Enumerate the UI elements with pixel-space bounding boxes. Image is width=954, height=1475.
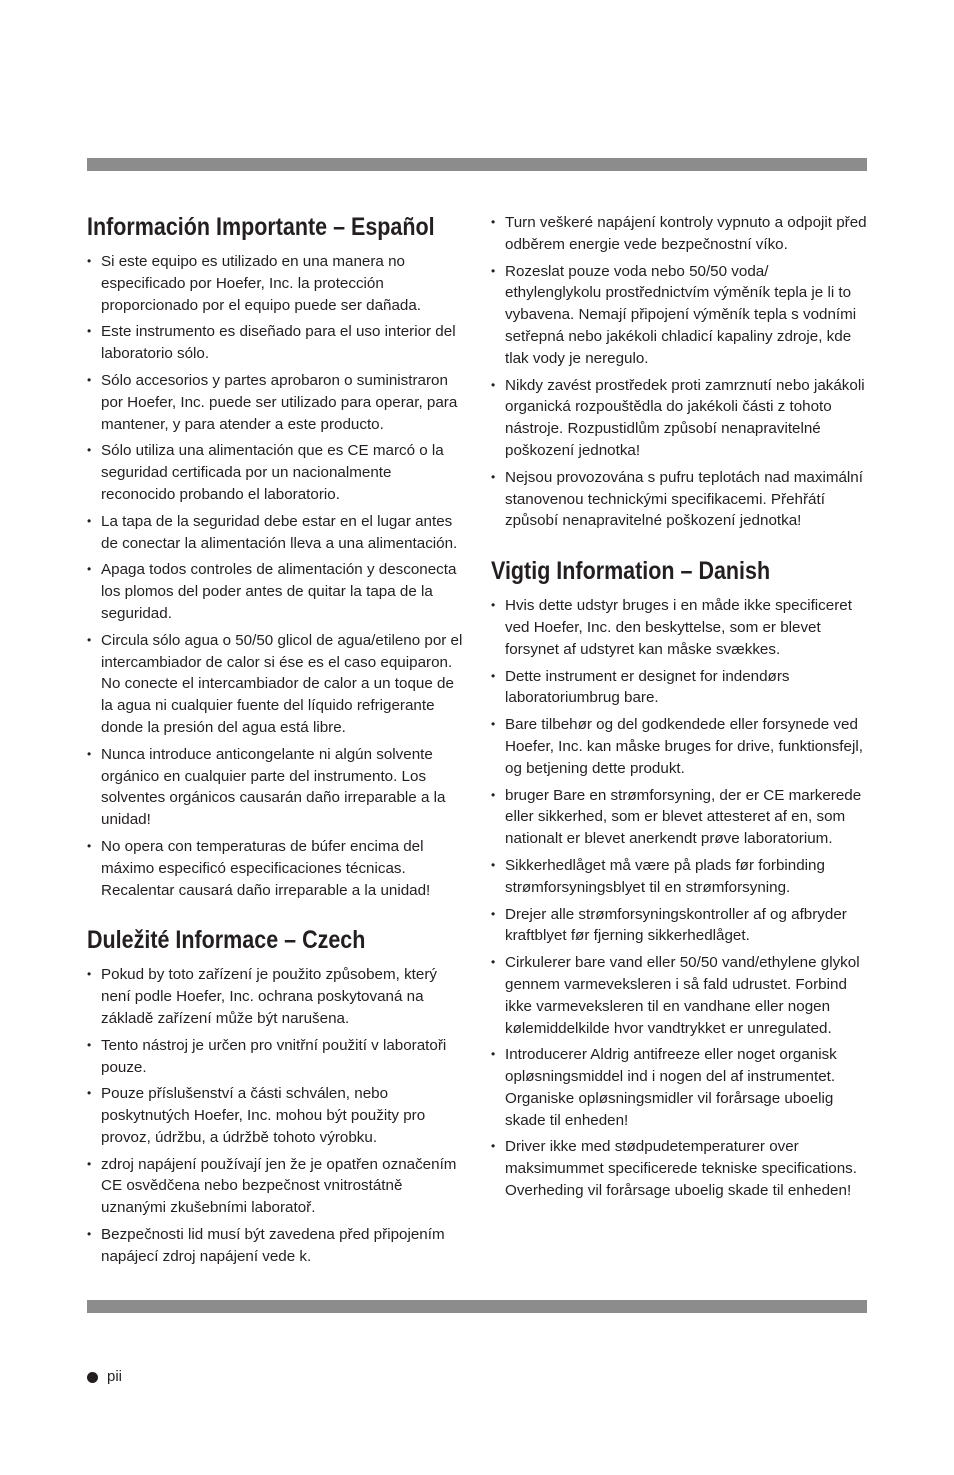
list-item: • Dette instrument er designet for indendørs laboratoriumbrug bare.	[491, 667, 790, 707]
list-item: • Hvis dette udstyr bruges i en måde ikke specificeret ved Hoefer, Inc. den beskyttelse, som er blevet forsynet af udstyret kan måske svækkes.	[491, 597, 852, 658]
section-spanish	[87, 212, 463, 901]
list-item: • Bezpečnosti lid musí být zavedena před připojením napájecí zdroj napájení vede k.	[87, 1226, 445, 1265]
bullet-icon: •	[491, 955, 496, 970]
bullet-icon: •	[491, 215, 496, 229]
bullet-icon: •	[491, 1139, 496, 1154]
bottom-rule	[87, 1300, 867, 1313]
bullet-icon: •	[87, 443, 92, 458]
bullet-icon: •	[87, 372, 92, 387]
list-item: • Turn veškeré napájení kontroly vypnuto a odpojit před odběrem energie vede bezpečnostní víko.	[491, 214, 867, 253]
section-heading: Duležité Informace – Czech	[87, 926, 366, 955]
bullet-icon: •	[87, 1037, 92, 1052]
list-item: • Si este equipo es utilizado en una manera no especificado por Hoefer, Inc. la protección proporcionado por el equipo puede ser dañada.	[87, 253, 422, 314]
section-heading: Vigtig Information – Danish	[491, 557, 771, 586]
list-item: • Apaga todos controles de alimentación y desconecta los plomos del poder antes de quitar la tapa de la seguridad.	[87, 561, 457, 622]
list-item: • Cirkulerer bare vand eller 50/50 vand/ethylene glykol gennem varmeveksleren i så fald udrustet. Forbind ikke varmeveksleren til en vandhane eller nogen kølemiddelkilde hvor vandtrykket er unregulated.	[491, 954, 860, 1037]
bullet-icon: •	[87, 838, 92, 853]
bullet-icon: •	[491, 787, 496, 802]
list-item: • Este instrumento es diseñado para el uso interior del laboratorio sólo.	[87, 323, 456, 363]
list-item: • Sólo utiliza una alimentación que es CE marcó o la seguridad certificada por un nacionalmente reconocido probando el laboratorio.	[87, 442, 444, 503]
bullet-icon: •	[87, 1227, 92, 1242]
right-column	[491, 212, 867, 1207]
list-item: • Introducerer Aldrig antifreeze eller noget organisk opløsningsmiddel ind i nogen del af instrumentet. Organiske opløsningsmidler vil forårsage uboelig skade til enheden!	[491, 1046, 837, 1129]
bullet-icon: •	[491, 598, 496, 613]
left-column	[87, 212, 463, 1273]
bullet-list	[87, 251, 463, 901]
list-item: • Rozeslat pouze voda nebo 50/50 voda/ ethylenglykolu prostřednictvím výměník tepla je li to vybavena. Nemají připojení výměník tepla s vodními setřepná nebo jakékoli chladicí kapaliny zdroje, kde tlak vody je neregulo.	[491, 262, 857, 367]
section-czech	[87, 925, 463, 1267]
page-bullet-icon	[87, 1372, 98, 1383]
list-item: • Nejsou provozována s pufru teplotách nad maximální stanovenou technickými specifikacemi. Přehřátí způsobí nenapravitelné poškození jednotka!	[491, 468, 863, 530]
bullet-icon: •	[87, 967, 92, 982]
list-item: • Drejer alle strømforsyningskontroller af og afbryder kraftblyet før fjerning sikkerhedlåget.	[491, 905, 847, 945]
section-danish	[491, 556, 867, 1202]
bullet-list	[491, 212, 867, 532]
top-rule	[87, 158, 867, 171]
list-item: • No opera con temperaturas de búfer encima del máximo especificó especificaciones técnicas. Recalentar causará daño irreparable a la unidad!	[87, 837, 431, 899]
list-item: • Sólo accesorios y partes aprobaron o suministraron por Hoefer, Inc. puede ser utilizado para operar, para mantener, y para atender a este producto.	[87, 371, 458, 433]
list-item: • bruger Bare en strømforsyning, der er CE markerede eller sikkerhed, som er blevet attesteret af en, som nationalt er blevet anerkendt prøve laboratorium.	[491, 786, 862, 848]
bullet-icon: •	[491, 717, 496, 732]
bullet-icon: •	[491, 668, 496, 683]
bullet-icon: •	[87, 632, 92, 647]
bullet-icon: •	[491, 1047, 496, 1062]
bullet-icon: •	[491, 469, 496, 484]
bullet-icon: •	[491, 857, 496, 872]
list-item: • Tento nástroj je určen pro vnitřní použití v laboratoři pouze.	[87, 1036, 447, 1076]
page-footer	[87, 1366, 122, 1388]
section-heading: Información Importante – Español	[87, 213, 435, 241]
list-item: • Pokud by toto zařízení je použito způsobem, který není podle Hoefer, Inc. ochrana poskytovaná na základě zařízení může být narušena.	[87, 966, 437, 1027]
list-item: • Circula sólo agua o 50/50 glicol de agua/etileno por el intercambiador de calor si ése es el caso equiparon. No conecte el intercambiador de calor a un toque de la agua ni cualquier fuente del líquido refrigerante donde la presión del agua está libre.	[87, 631, 463, 736]
bullet-icon: •	[87, 1086, 92, 1101]
bullet-list	[491, 595, 867, 1202]
bullet-icon: •	[87, 513, 92, 528]
bullet-icon: •	[87, 562, 92, 577]
bullet-icon: •	[87, 746, 92, 761]
bullet-icon: •	[491, 906, 496, 921]
bullet-icon: •	[87, 254, 92, 268]
bullet-icon: •	[87, 1156, 92, 1171]
list-item: • Nunca introduce anticongelante ni algún solvente orgánico en cualquier parte del instrumento. Los solventes orgánicos causarán daño irreparable a la unidad!	[87, 745, 446, 829]
list-item: • Sikkerhedlåget må være på plads før forbinding strømforsyningsblyet til en strømforsyning.	[491, 856, 825, 896]
bullet-list	[87, 964, 463, 1267]
bullet-icon: •	[491, 377, 496, 392]
page-number: pii	[107, 1368, 123, 1385]
list-item: • La tapa de la seguridad debe estar en el lugar antes de conectar la alimentación lleva a una alimentación.	[87, 512, 458, 552]
list-item: • Nikdy zavést prostředek proti zamrznutí nebo jakákoli organická rozpouštědla do jakékoli části z tohoto nástroje. Rozpustidlům způsobí nenapravitelné poškození jednotka!	[491, 376, 865, 459]
bullet-icon: •	[491, 263, 496, 278]
bullet-icon: •	[87, 324, 92, 339]
list-item: • Bare tilbehør og del godkendede eller forsynede ved Hoefer, Inc. kan måske bruges for drive, funktionsfejl, og betjening dette produkt.	[491, 716, 863, 777]
list-item: • zdroj napájení používají jen že je opatřen označením CE osvědčena nebo bezpečnost vnitrostátně uznanými zkušebními laboratoř.	[87, 1155, 457, 1217]
section-czech-continued	[491, 212, 867, 532]
list-item: • Pouze příslušenství a části schválen, nebo poskytnutých Hoefer, Inc. mohou být použity pro provoz, údržbu, a údržbě tohoto výrobku.	[87, 1085, 426, 1146]
list-item: • Driver ikke med stødpudetemperaturer over maksimummet specificerede tekniske specifications. Overheding vil forårsage uboelig skade til enheden!	[491, 1138, 857, 1200]
